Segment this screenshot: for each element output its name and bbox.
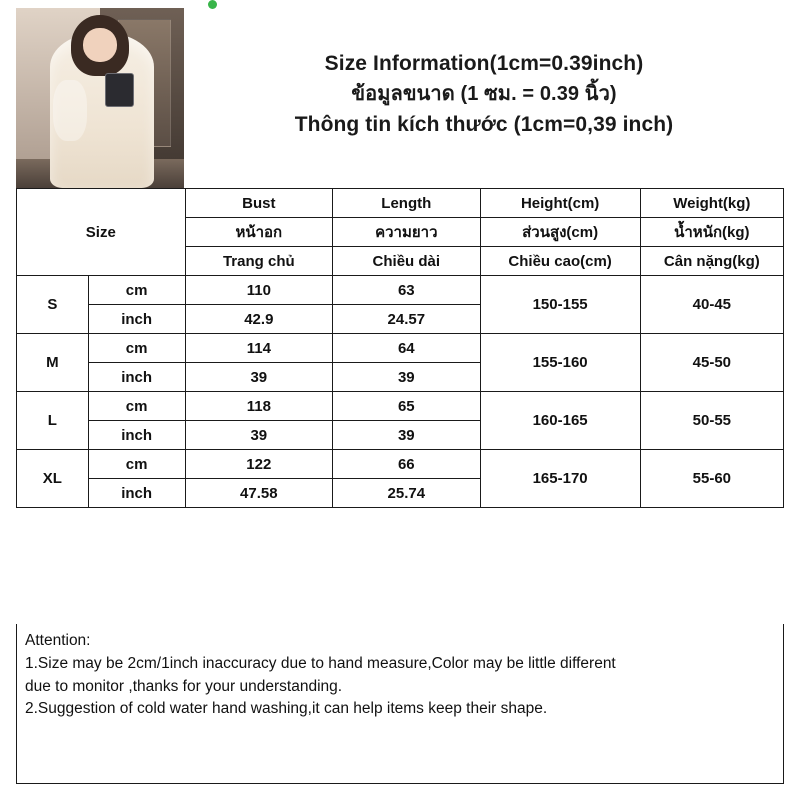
row-m-length-cm: 64 [333, 334, 480, 363]
row-m-bust-inch: 39 [185, 363, 332, 392]
row-m-unit-cm: cm [88, 334, 185, 363]
attention-line-3: 2.Suggestion of cold water hand washing,it can help items keep their shape. [25, 700, 548, 718]
header-weight-en: Weight(kg) [640, 189, 783, 218]
header-length-vi: Chiều dài [333, 247, 480, 276]
row-l-unit-cm: cm [88, 392, 185, 421]
header-band [16, 8, 784, 188]
row-size-xl: XL [17, 450, 89, 508]
row-l-unit-inch: inch [88, 421, 185, 450]
header-bust-en: Bust [185, 189, 332, 218]
row-s-height: 150-155 [480, 276, 640, 334]
header-height-th: ส่วนสูง(cm) [480, 218, 640, 247]
row-xl-unit-cm: cm [88, 450, 185, 479]
photo-model-sleeve [53, 80, 87, 141]
row-s-weight: 40-45 [640, 276, 783, 334]
row-l-bust-cm: 118 [185, 392, 332, 421]
row-m-weight: 45-50 [640, 334, 783, 392]
row-s-length-cm: 63 [333, 276, 480, 305]
header-bust-vi: Trang chủ [185, 247, 332, 276]
row-s-bust-cm: 110 [185, 276, 332, 305]
header-weight-vi: Cân nặng(kg) [640, 247, 783, 276]
header-height-vi: Chiều cao(cm) [480, 247, 640, 276]
table-row [17, 334, 784, 363]
header-size-label: Size [17, 189, 186, 276]
table-row [17, 392, 784, 421]
attention-block [16, 624, 784, 784]
row-l-weight: 50-55 [640, 392, 783, 450]
row-s-unit-inch: inch [88, 305, 185, 334]
row-size-l: L [17, 392, 89, 450]
row-xl-unit-inch: inch [88, 479, 185, 508]
row-m-length-inch: 39 [333, 363, 480, 392]
title-th: ข้อมูลขนาด (1 ซม. = 0.39 นิ้ว) [351, 83, 617, 106]
row-xl-weight: 55-60 [640, 450, 783, 508]
title-block [184, 8, 784, 188]
row-l-height: 160-165 [480, 392, 640, 450]
row-size-m: M [17, 334, 89, 392]
row-s-length-inch: 24.57 [333, 305, 480, 334]
row-m-height: 155-160 [480, 334, 640, 392]
row-xl-length-inch: 25.74 [333, 479, 480, 508]
table-row [17, 450, 784, 479]
photo-model-phone [105, 73, 134, 107]
row-xl-bust-inch: 47.58 [185, 479, 332, 508]
row-m-bust-cm: 114 [185, 334, 332, 363]
table-row [17, 276, 784, 305]
row-l-bust-inch: 39 [185, 421, 332, 450]
row-s-bust-inch: 42.9 [185, 305, 332, 334]
title-vi: Thông tin kích thước (1cm=0,39 inch) [294, 112, 674, 136]
row-l-length-cm: 65 [333, 392, 480, 421]
attention-line-1: 1.Size may be 2cm/1inch inaccuracy due to hand measure,Color may be little different [25, 655, 616, 673]
header-length-en: Length [333, 189, 480, 218]
size-table [16, 188, 784, 508]
row-s-unit-cm: cm [88, 276, 185, 305]
product-photo [16, 8, 184, 188]
header-bust-th: หน้าอก [185, 218, 332, 247]
header-length-th: ความยาว [333, 218, 480, 247]
row-xl-bust-cm: 122 [185, 450, 332, 479]
row-m-unit-inch: inch [88, 363, 185, 392]
title-en: Size Information(1cm=0.39inch) [324, 52, 644, 76]
photo-model-face [83, 28, 117, 62]
green-dot-marker [208, 0, 217, 9]
attention-heading: Attention: [25, 632, 91, 649]
attention-line-2: due to monitor ,thanks for your understanding. [25, 677, 343, 695]
row-xl-length-cm: 66 [333, 450, 480, 479]
header-weight-th: น้ำหนัก(kg) [640, 218, 783, 247]
header-height-en: Height(cm) [480, 189, 640, 218]
table-header-row-en [17, 189, 784, 218]
row-l-length-inch: 39 [333, 421, 480, 450]
row-xl-height: 165-170 [480, 450, 640, 508]
row-size-s: S [17, 276, 89, 334]
